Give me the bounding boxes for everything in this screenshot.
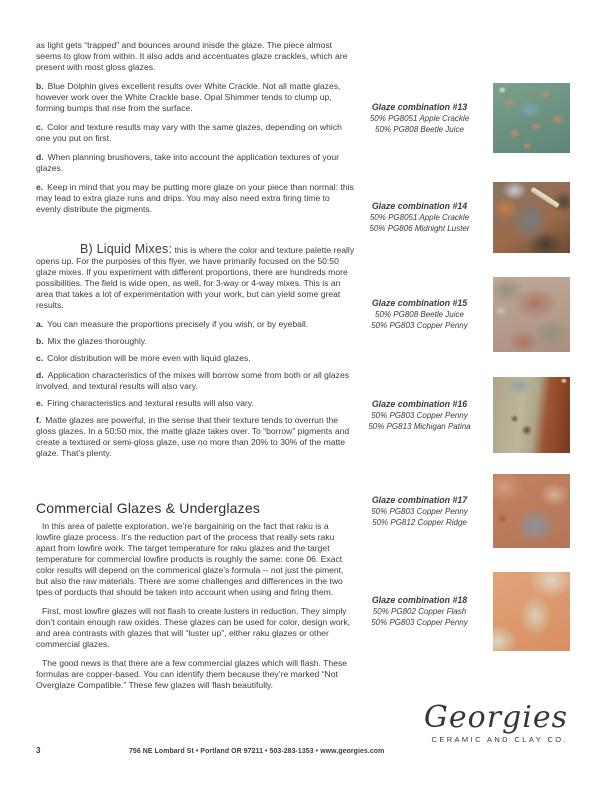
glaze-title: Glaze combination #17 [371, 494, 468, 505]
item-text: Color and texture results may vary with the same glazes, depending on which one you put on first. [36, 122, 342, 143]
glaze-label [356, 102, 493, 135]
glaze-combination-16 [356, 377, 570, 453]
lettered-item-a [36, 319, 355, 330]
glaze-title: Glaze combination #14 [371, 201, 468, 211]
lettered-item-e [36, 398, 355, 409]
section-liquid-mixes [36, 244, 355, 465]
item-letter: e. [36, 182, 44, 192]
item-text: You can measure the proportions precisely if you wish, or by eyeball. [47, 319, 309, 329]
liquid-mixes-paragraph [36, 244, 355, 311]
item-text: Keep in mind that you may be putting more glaze on your piece than normal: this may lead to extra glaze runs and drips. You may also need extra firing time to evenly distribute the pigments. [36, 182, 354, 214]
section-brushover-notes [36, 40, 355, 223]
item-letter: b. [36, 336, 44, 346]
glaze-label [356, 399, 493, 432]
footer-address: 756 NE Lombard St • Portland OR 97211 • 503-283-1353 • www.georgies.com [129, 748, 385, 755]
item-letter: d. [36, 152, 44, 162]
logo-tagline: CERAMIC AND CLAY CO. [431, 735, 568, 744]
item-text: When planning brushovers, take into account the application textures of your glazes. [36, 152, 340, 173]
glaze-swatch-image [493, 182, 570, 253]
item-letter: d. [36, 370, 44, 380]
item-letter: c. [36, 353, 44, 363]
item-text: Matte glazes are powerful, in the sense that their texture tends to overrun the gloss glazes. In a 50:50 mix, the matte glaze takes over. To “borrow” pigments and create a textured or semi-gloss glaze, use no more than 20% to 30% of the matte glaze. That’s plenty. [36, 415, 350, 458]
item-letter: f. [36, 415, 42, 425]
glaze-recipe-line: 50% PG803 Copper Penny [371, 618, 468, 627]
commercial-paragraph-1: In this area of palette exploration, we’re bargaining on the fact that raku is a lowfire glaze process. It’s the reduction part of the process that really sets raku apart from lowfire work. The target temperature for raku glazes and the target temperature for commercial lowfire products is roughly the same: cone 06. Exact color results will depend on the commerical glaze’s formula -- not just the piment, but also the raw materials. There are some challenges and differences in the two tpes of porducts that should be taken into account when using and firing them. [36, 521, 344, 597]
glaze-swatch-image [493, 83, 570, 153]
glaze-combination-14 [356, 182, 570, 253]
logo-script-text: Georgies [423, 700, 568, 735]
lettered-item-c [36, 122, 355, 144]
glaze-title: Glaze combination #18 [371, 595, 468, 605]
intro-paragraph: as light gets “trapped” and bounces around inisde the glaze. The piece almost seems to glow from within. It also adds and accentuates glaze crackles, which are present with most gloss glazes. [36, 40, 348, 72]
glaze-recipe-line: 50% PG813 Michigan Patina [368, 421, 471, 431]
item-letter: a. [36, 319, 44, 329]
glaze-swatch-image [493, 277, 570, 352]
glaze-combination-18 [356, 572, 570, 651]
lettered-item-d [36, 370, 355, 392]
item-text: Blue Dolphin gives excellent results over White Crackle. Not all matte glazes, however work over the White Crackle base. Opal Shimmer tends to clump up, forming bumps that rise from the surface. [36, 81, 341, 113]
glaze-combination-15 [356, 277, 570, 352]
lettered-item-d [36, 152, 355, 174]
lettered-item-c [36, 353, 355, 364]
liquid-mixes-list [36, 319, 355, 459]
lettered-item-b [36, 81, 355, 114]
glaze-recipe-line: 50% PG808 Beetle Juice [375, 124, 464, 134]
item-text: Application characteristics of the mixes will borrow some from both or all glazes involved, and textural results will also vary. [36, 370, 350, 391]
liquid-mixes-body: this is where the color and texture palette really opens up. For the purposes of this flyer, we have primarily focused on the 50:50 glaze mixes. If you experiment with different proportions, there are hundreds more possibilities. The field is wide open, as well, for 3-way or 4-way mixes. This is an area that takes a lot of experimentation with your work, but can yield some great results. [36, 245, 355, 310]
company-logo [424, 702, 568, 744]
commercial-paragraph-2: First, most lowfire glazes will not flash to create lusters in reduction. They simply don’t contain enough raw oxides. These glazes can be used for color, design work, and area contrasts with glazes that will “luster up”, either raku glazes or other commercial glazes. [36, 606, 351, 649]
commercial-paragraph-3: The good news is that there are a few commercial glazes which will flash. These formulas are copper-based. You can identify them because they’re marked “Not Overglaze Compatible.” These few glazes will flash beautifully. [36, 658, 348, 690]
lettered-item-f [36, 415, 355, 459]
glaze-label [356, 298, 493, 331]
item-letter: e. [36, 398, 44, 408]
item-letter: c. [36, 122, 44, 132]
liquid-mixes-heading: B) Liquid Mixes: [80, 242, 173, 256]
glaze-label [356, 201, 493, 234]
glaze-recipe-line: 50% PG8051 Apple Crackle [369, 213, 470, 222]
section-heading: Commercial Glazes & Underglazes [36, 500, 261, 516]
item-letter: b. [36, 81, 44, 91]
lettered-item-b [36, 336, 355, 347]
glaze-swatch-image [493, 377, 570, 453]
glaze-title: Glaze combination #13 [371, 101, 468, 112]
item-text: Color distribution will be more even with liquid glazes. [47, 353, 251, 363]
glaze-recipe-line: 50% PG812 Copper Ridge [372, 517, 467, 527]
glaze-recipe-line: 50% PG808 Beetle Juice [375, 310, 464, 319]
glaze-title: Glaze combination #16 [371, 398, 468, 409]
glaze-combination-13 [356, 83, 570, 153]
glaze-recipe-line: 50% PG803 Copper Penny [371, 321, 468, 330]
glaze-recipe-line: 50% PG803 Copper Penny [371, 410, 468, 420]
glaze-swatch-image [493, 474, 570, 548]
glaze-recipe-line: 50% PG802 Copper Flash [372, 607, 467, 616]
glaze-recipe-line: 50% PG806 Midnight Luster [369, 224, 470, 233]
section-commercial-glazes [36, 500, 355, 699]
glaze-label [356, 495, 493, 528]
glaze-combination-17 [356, 474, 570, 548]
glaze-title: Glaze combination #15 [371, 298, 468, 308]
item-text: Firing characteristics and textural results will also vary. [47, 398, 254, 408]
page-number: 3 [36, 746, 41, 755]
glaze-recipe-line: 50% PG8051 Apple Crackle [369, 113, 470, 123]
glaze-label [356, 595, 493, 628]
glaze-swatch-image [493, 572, 570, 651]
lettered-item-e [36, 182, 355, 215]
item-text: Mix the glazes thoroughly. [47, 336, 147, 346]
glaze-recipe-line: 50% PG803 Copper Penny [371, 506, 468, 516]
